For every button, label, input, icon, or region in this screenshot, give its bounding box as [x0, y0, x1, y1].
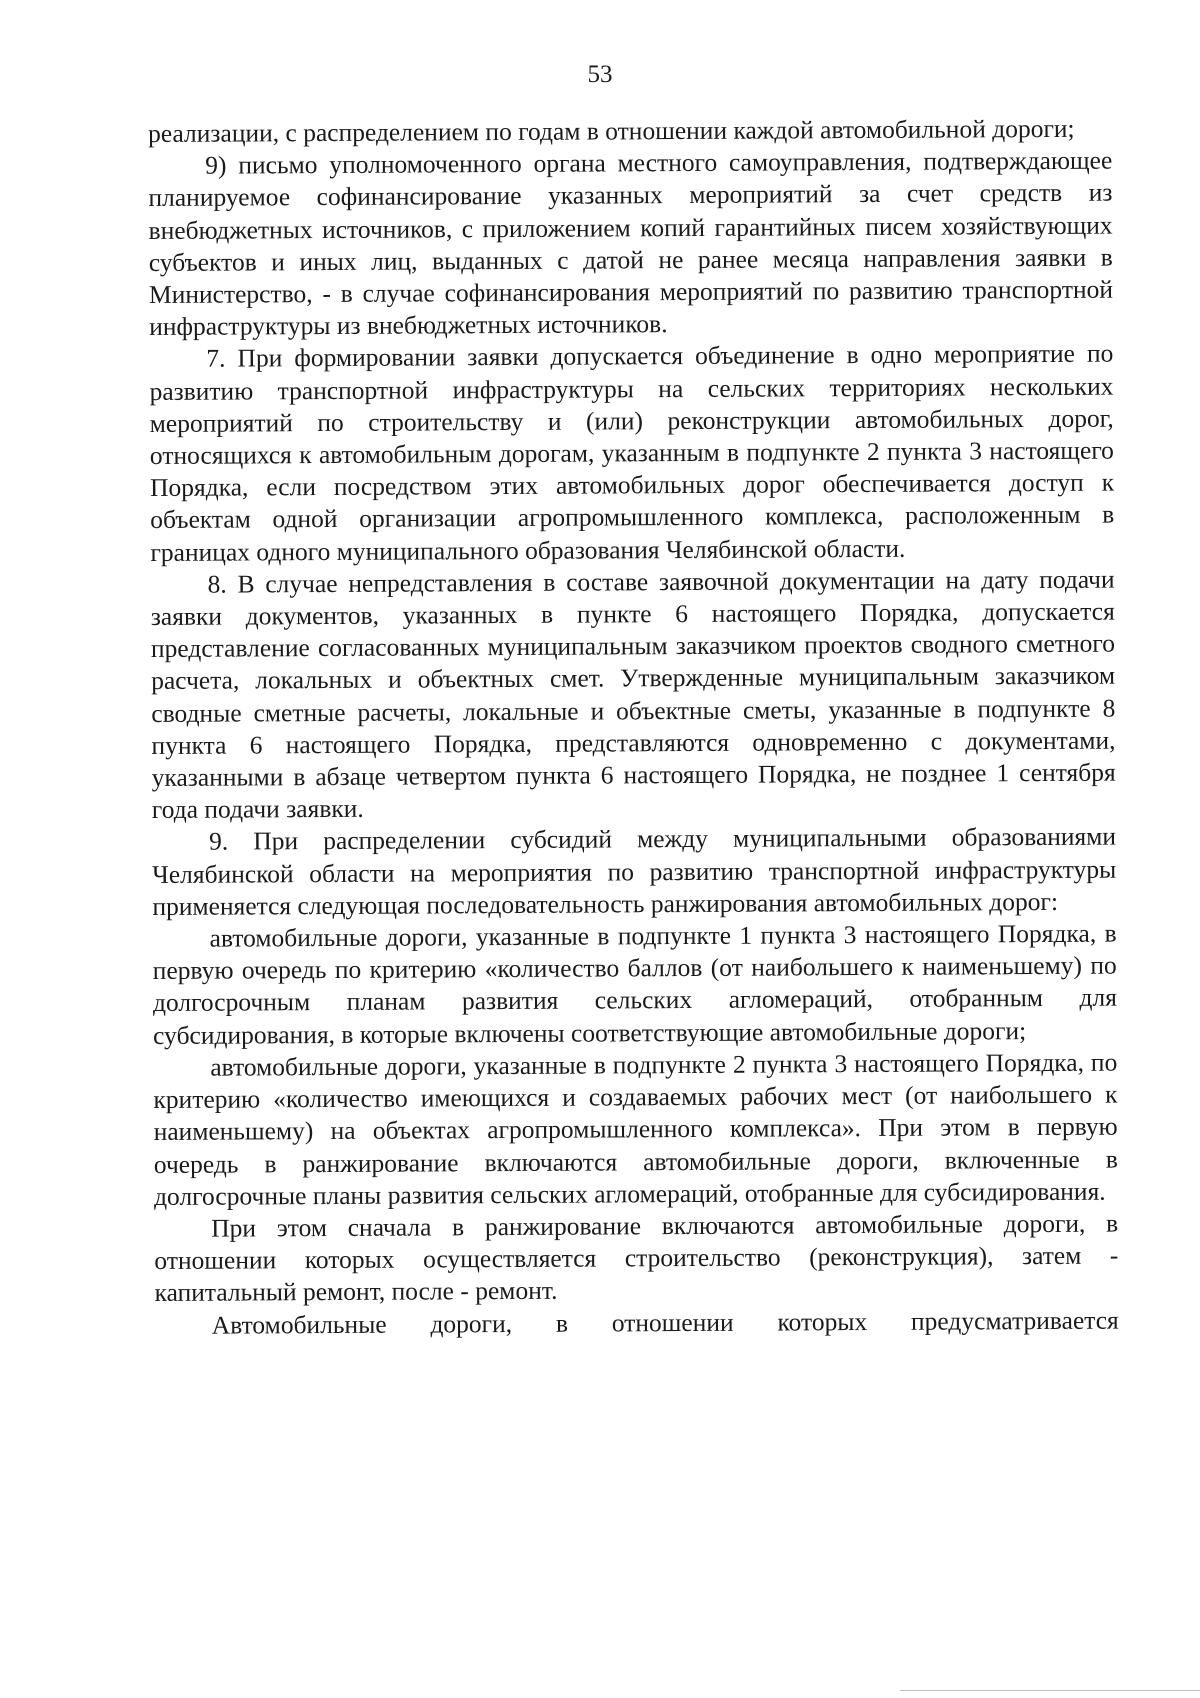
paragraph-truncated: Автомобильные дороги, в отношении которых предусматривается [211, 1305, 1119, 1340]
paragraph-continuation: реализации, с распределением по годам в отношении каждой автомобильной дороги; [148, 113, 1075, 148]
paragraph-ranking-roads-subitem-1: автомобильные дороги, указанные в подпункте 1 пункта 3 настоящего Порядка, в первую очередь по критерию «количество баллов (от наибольшего к наименьшему) по долгосрочным планам развития сельских агломераций, отобранным для субсидирования, в которые включены соответствующие автомобильные дороги; [152, 918, 1118, 1050]
paragraph-ranking-roads-subitem-2: автомобильные дороги, указанные в подпункте 2 пункта 3 настоящего Порядка, по критерию «количество имеющихся и создаваемых рабочих мест (от наибольшего к наименьшему) на объектах агропромышленного комплекса». При этом в первую очередь в ранжирование включаются автомобильные дороги, включенные в долгосрочные планы развития сельских агломераций, отобранные для субсидирования. [153, 1047, 1118, 1211]
paragraph-item-9: 9) письмо уполномоченного органа местного самоуправления, подтверждающее планируемое софинансирование указанных мероприятий за счет средств из внебюджетных источников, с приложением копий гарантийных писем хозяйствующих субъектов и иных лиц, выданных с датой не ранее месяца направления заявки в Министерство, - в случае софинансирования мероприятий по развитию транспортной инфраструктуры из внебюджетных источников. [148, 145, 1114, 342]
paragraph-clause-8: 8. В случае непредставления в составе заявочной документации на дату подачи заявки документов, указанных в пункте 6 настоящего Порядка, допускается представление согласованных муниципальным заказчиком проектов сводного сметного расчета, локальных и объектных смет. Утвержденные муниципальным заказчиком сводные сметные расчеты, локальные и объектные сметы, указанные в подпункте 8 пункта 6 настоящего Порядка, представляются одновременно с документами, указанными в абзаце четвертом пункта 6 настоящего Порядка, не позднее 1 сентября года подачи заявки. [150, 564, 1116, 825]
paragraph-clause-9: 9. При распределении субсидий между муниципальными образованиями Челябинской области на мероприятия по развитию транспортной инфраструктуры применяется следующая последовательность ранжирования автомобильных дорог: [152, 822, 1117, 921]
paragraph-clause-7: 7. При формировании заявки допускается объединение в одно мероприятие по развитию транспортной инфраструктуры на сельских территориях нескольких мероприятий по строительству и (или) реконструкции автомобильных дорог, относящихся к автомобильным дорогам, указанным в подпункте 2 пункта 3 настоящего Порядка, если посредством этих автомобильных дорог обеспечивается доступ к объектам одной организации агропромышленного комплекса, расположенным в границах одного муниципального образования Челябинской области. [149, 339, 1115, 567]
paragraph-ranking-order: При этом сначала в ранжирование включаются автомобильные дороги, в отношении которых осуществляется строительство (реконструкция), затем - капитальный ремонт, после - ремонт. [154, 1208, 1119, 1308]
document-body [148, 113, 1119, 1342]
scan-edge-line [900, 1690, 1200, 1691]
page-number: 53 [587, 61, 613, 88]
